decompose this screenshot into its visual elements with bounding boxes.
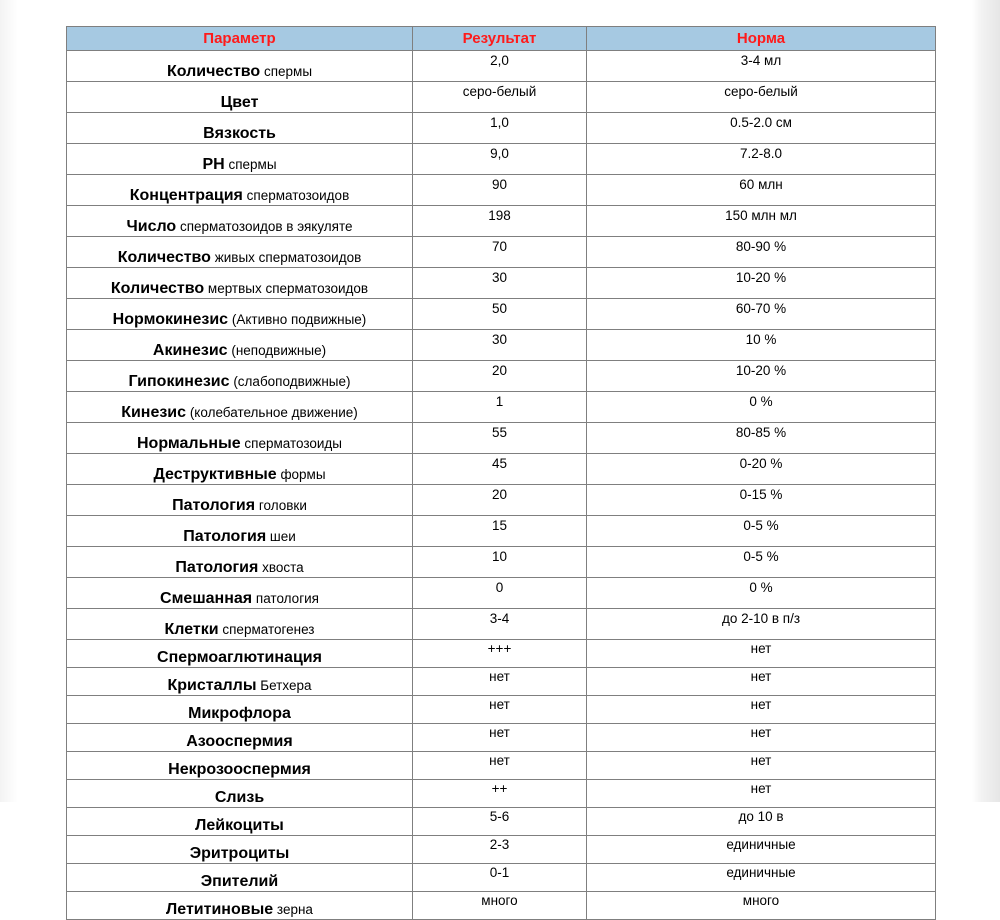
- param-main: Микрофлора: [188, 705, 291, 722]
- param-sub: формы: [280, 467, 326, 482]
- param-cell: [67, 640, 413, 668]
- norm-cell: 3-4 мл: [587, 51, 936, 82]
- result-cell: 20: [413, 361, 587, 392]
- norm-cell: 0 %: [587, 392, 936, 423]
- param-main: Спермоаглютинация: [157, 649, 322, 666]
- result-cell: 15: [413, 516, 587, 547]
- norm-cell: 0-20 %: [587, 454, 936, 485]
- param-sub: хвоста: [262, 560, 304, 575]
- norm-cell: 150 млн мл: [587, 206, 936, 237]
- param-main: Концентрация: [129, 187, 243, 204]
- param-cell: [67, 392, 413, 423]
- table-row: [67, 299, 936, 330]
- param-cell: [67, 330, 413, 361]
- param-main: Слизь: [214, 789, 265, 806]
- norm-cell: нет: [587, 640, 936, 668]
- table-row: [67, 547, 936, 578]
- param-cell: [67, 268, 413, 299]
- param-sub: спермы: [263, 64, 313, 79]
- result-cell: 1,0: [413, 113, 587, 144]
- param-main: Деструктивные: [153, 466, 277, 483]
- norm-cell: 10-20 %: [587, 268, 936, 299]
- result-cell: 5-6: [413, 808, 587, 836]
- table-row: [67, 51, 936, 82]
- param-main: Количество: [110, 280, 205, 297]
- table-row: [67, 668, 936, 696]
- table-row: [67, 578, 936, 609]
- param-cell: [67, 696, 413, 724]
- result-cell: 70: [413, 237, 587, 268]
- param-cell: [67, 516, 413, 547]
- param-cell: [67, 51, 413, 82]
- param-sub: (колебательное движение): [189, 405, 358, 420]
- param-main: Эритроциты: [189, 845, 290, 862]
- norm-cell: 10-20 %: [587, 361, 936, 392]
- param-main: Гипокинезис: [128, 373, 230, 390]
- param-main: Патология: [172, 497, 256, 514]
- param-sub: Бетхера: [260, 678, 312, 693]
- param-cell: [67, 144, 413, 175]
- norm-cell: до 2-10 в п/з: [587, 609, 936, 640]
- result-cell: нет: [413, 752, 587, 780]
- param-main: Смешанная: [160, 590, 253, 607]
- table-row: [67, 836, 936, 864]
- param-main: Цвет: [220, 94, 259, 111]
- param-cell: [67, 609, 413, 640]
- param-cell: [67, 206, 413, 237]
- param-sub: головки: [258, 498, 307, 513]
- table-row: [67, 423, 936, 454]
- param-cell: [67, 82, 413, 113]
- semen-analysis-table: [66, 26, 936, 920]
- param-main: Азооспермия: [186, 733, 293, 750]
- table-row: [67, 780, 936, 808]
- param-sub: (Активно подвижные): [231, 312, 367, 327]
- result-cell: нет: [413, 724, 587, 752]
- param-sub: сперматозоидов: [246, 188, 350, 203]
- param-main: Нормокинезис: [112, 311, 229, 328]
- param-main: Эпителий: [200, 873, 279, 890]
- norm-cell: серо-белый: [587, 82, 936, 113]
- table-row: [67, 113, 936, 144]
- table-row: [67, 361, 936, 392]
- result-cell: 30: [413, 268, 587, 299]
- result-cell: +++: [413, 640, 587, 668]
- param-cell: [67, 864, 413, 892]
- param-cell: [67, 423, 413, 454]
- result-cell: много: [413, 892, 587, 920]
- param-main: Количество: [166, 63, 261, 80]
- table-row: [67, 485, 936, 516]
- param-cell: [67, 485, 413, 516]
- param-cell: [67, 836, 413, 864]
- norm-cell: 10 %: [587, 330, 936, 361]
- param-main: Клетки: [164, 621, 219, 638]
- param-main: Кинезис: [121, 404, 187, 421]
- param-cell: [67, 724, 413, 752]
- param-main: Кристаллы: [167, 677, 257, 694]
- result-cell: ++: [413, 780, 587, 808]
- result-cell: 1: [413, 392, 587, 423]
- norm-cell: нет: [587, 752, 936, 780]
- param-main: PH: [202, 156, 225, 173]
- table-row: [67, 206, 936, 237]
- norm-cell: 0 %: [587, 578, 936, 609]
- param-cell: [67, 175, 413, 206]
- norm-cell: 60 млн: [587, 175, 936, 206]
- result-cell: 10: [413, 547, 587, 578]
- param-sub: спермы: [228, 157, 277, 172]
- norm-cell: единичные: [587, 864, 936, 892]
- param-main: Акинезис: [152, 342, 228, 359]
- param-cell: [67, 892, 413, 920]
- param-main: Патология: [175, 559, 259, 576]
- table-row: [67, 237, 936, 268]
- norm-cell: нет: [587, 780, 936, 808]
- table-body: [67, 51, 936, 920]
- table-row: [67, 82, 936, 113]
- table-row: [67, 724, 936, 752]
- param-cell: [67, 547, 413, 578]
- table-header-row: [67, 27, 936, 51]
- result-cell: 9,0: [413, 144, 587, 175]
- norm-cell: нет: [587, 668, 936, 696]
- norm-cell: 0-5 %: [587, 516, 936, 547]
- param-main: Количество: [117, 249, 211, 266]
- param-cell: [67, 237, 413, 268]
- norm-cell: нет: [587, 724, 936, 752]
- param-cell: [67, 113, 413, 144]
- table-row: [67, 640, 936, 668]
- param-sub: сперматогенез: [222, 622, 315, 637]
- norm-cell: 60-70 %: [587, 299, 936, 330]
- param-cell: [67, 752, 413, 780]
- table-row: [67, 808, 936, 836]
- param-cell: [67, 361, 413, 392]
- param-main: Нормальные: [136, 435, 241, 452]
- result-cell: 3-4: [413, 609, 587, 640]
- header-norm: Норма: [587, 27, 936, 51]
- result-cell: 2,0: [413, 51, 587, 82]
- param-main: Число: [126, 218, 177, 235]
- param-main: Патология: [183, 528, 267, 545]
- param-sub: шеи: [269, 529, 296, 544]
- norm-cell: единичные: [587, 836, 936, 864]
- table-row: [67, 454, 936, 485]
- param-main: Некрозооспермия: [168, 761, 311, 778]
- norm-cell: 80-85 %: [587, 423, 936, 454]
- param-sub: патология: [255, 591, 319, 606]
- table-row: [67, 516, 936, 547]
- param-sub: зерна: [276, 902, 313, 917]
- page-edge-left: [0, 0, 18, 802]
- result-cell: 20: [413, 485, 587, 516]
- param-cell: [67, 780, 413, 808]
- result-cell: 30: [413, 330, 587, 361]
- norm-cell: 0-5 %: [587, 547, 936, 578]
- param-cell: [67, 808, 413, 836]
- norm-cell: 0-15 %: [587, 485, 936, 516]
- param-cell: [67, 454, 413, 485]
- param-sub: мертвых сперматозоидов: [207, 281, 369, 296]
- table-row: [67, 175, 936, 206]
- param-cell: [67, 299, 413, 330]
- param-main: Вязкость: [203, 125, 276, 142]
- result-cell: серо-белый: [413, 82, 587, 113]
- result-cell: 50: [413, 299, 587, 330]
- result-cell: нет: [413, 668, 587, 696]
- param-sub: (неподвижные): [231, 343, 327, 358]
- param-sub: сперматозоиды: [244, 436, 343, 451]
- table-row: [67, 864, 936, 892]
- table-row: [67, 268, 936, 299]
- page-edge-right: [972, 0, 1000, 802]
- header-param: Параметр: [67, 27, 413, 51]
- table-row: [67, 392, 936, 423]
- param-main: Лейкоциты: [195, 817, 284, 834]
- norm-cell: 7.2-8.0: [587, 144, 936, 175]
- result-cell: 2-3: [413, 836, 587, 864]
- norm-cell: много: [587, 892, 936, 920]
- norm-cell: нет: [587, 696, 936, 724]
- table-row: [67, 609, 936, 640]
- table-row: [67, 892, 936, 920]
- result-cell: нет: [413, 696, 587, 724]
- param-sub: (слабоподвижные): [233, 374, 351, 389]
- table-row: [67, 752, 936, 780]
- result-cell: 198: [413, 206, 587, 237]
- norm-cell: 0.5-2.0 см: [587, 113, 936, 144]
- table-row: [67, 144, 936, 175]
- norm-cell: до 10 в: [587, 808, 936, 836]
- param-cell: [67, 578, 413, 609]
- param-sub: сперматозоидов в эякуляте: [179, 219, 353, 234]
- header-result: Результат: [413, 27, 587, 51]
- result-cell: 45: [413, 454, 587, 485]
- param-main: Летитиновые: [166, 901, 274, 918]
- param-sub: живых сперматозоидов: [214, 250, 362, 265]
- norm-cell: 80-90 %: [587, 237, 936, 268]
- result-cell: 0-1: [413, 864, 587, 892]
- result-cell: 55: [413, 423, 587, 454]
- result-cell: 90: [413, 175, 587, 206]
- result-cell: 0: [413, 578, 587, 609]
- table-row: [67, 696, 936, 724]
- table-row: [67, 330, 936, 361]
- param-cell: [67, 668, 413, 696]
